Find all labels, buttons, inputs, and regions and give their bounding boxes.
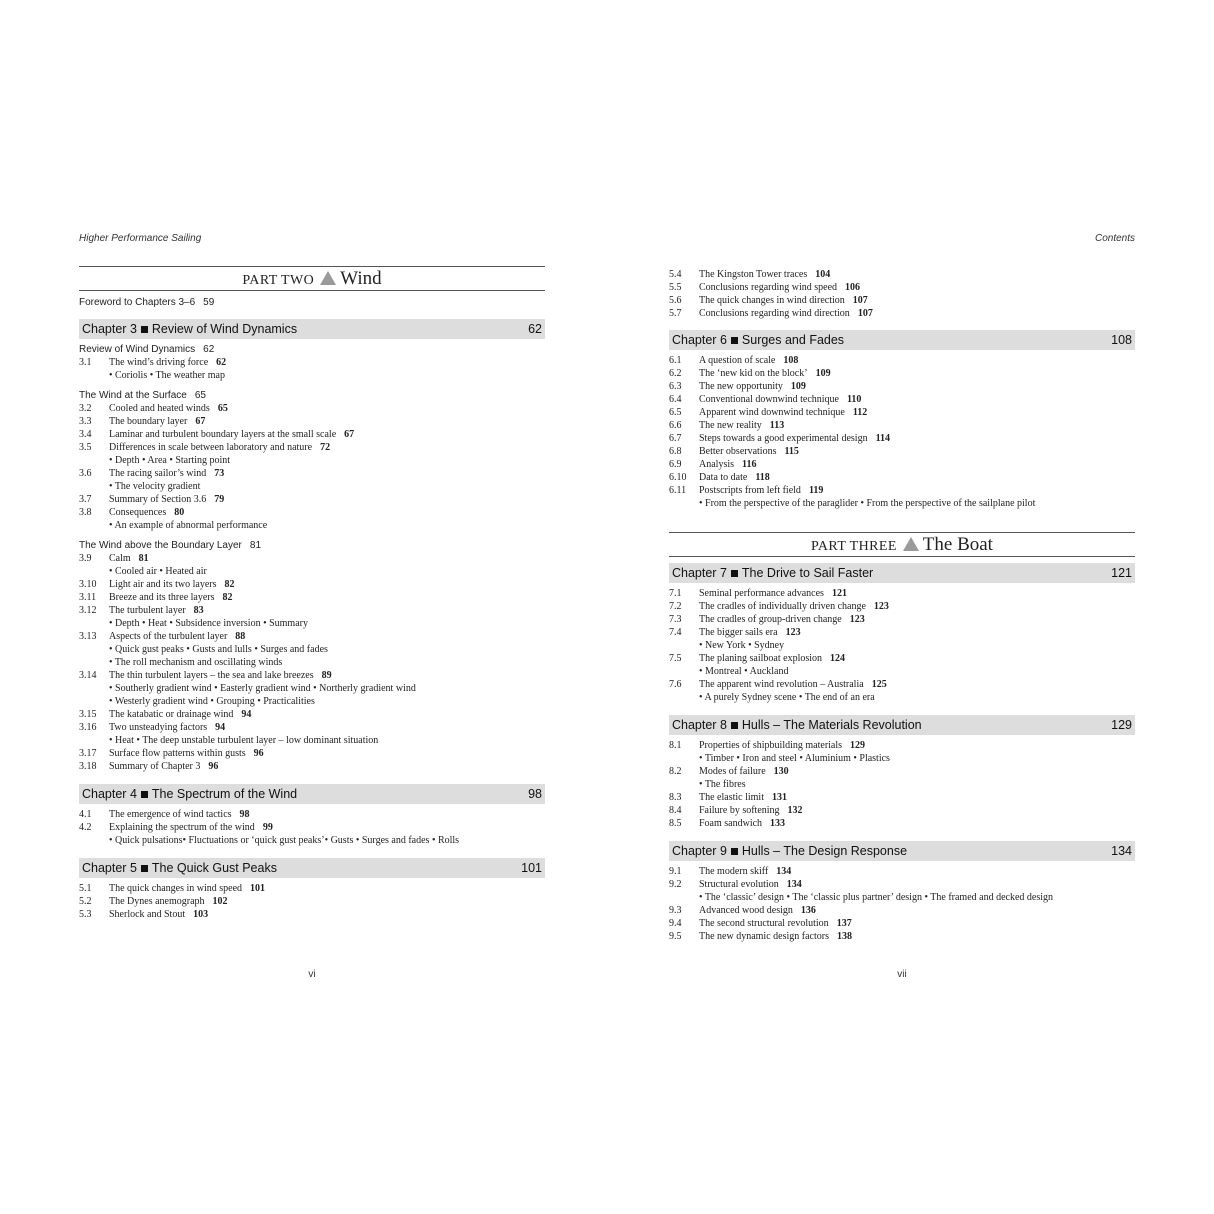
toc-subtopics: • From the perspective of the paraglider • From the perspective of the sailplane pilot xyxy=(699,498,1036,509)
chapter-page: 108 xyxy=(1111,333,1132,347)
group-heading[interactable]: The Wind at the Surface 65 xyxy=(79,390,206,401)
left-page xyxy=(79,228,545,988)
toc-subtopics: • The roll mechanism and oscillating winds xyxy=(109,657,283,668)
foreword-title: Foreword to Chapters 3–6 xyxy=(79,297,196,308)
toc-entry[interactable]: 9.1 The modern skiff 134 xyxy=(669,866,792,877)
chapter-page: 101 xyxy=(521,861,542,875)
toc-entry[interactable]: 5.7 Conclusions regarding wind direction 107 xyxy=(669,308,873,319)
toc-entry[interactable]: 6.1 A question of scale 108 xyxy=(669,355,799,366)
page-number-right: vii xyxy=(897,969,907,980)
toc-entry[interactable]: 3.9 Calm 81 xyxy=(79,553,149,564)
toc-entry[interactable]: 7.4 The bigger sails era 123 xyxy=(669,627,801,638)
running-head-left: Higher Performance Sailing xyxy=(79,233,202,244)
toc-entry[interactable]: 6.9 Analysis 116 xyxy=(669,459,757,470)
right-page-contents xyxy=(669,268,1135,943)
toc-entry[interactable]: 7.5 The planing sailboat explosion 124 xyxy=(669,653,846,664)
toc-entry[interactable]: 3.16 Two unsteadying factors 94 xyxy=(79,722,226,733)
chapter-7-heading[interactable] xyxy=(669,563,1135,583)
chapter-label: Chapter 4 xyxy=(82,787,137,801)
square-bullet-icon xyxy=(141,791,148,798)
toc-entry[interactable]: 7.6 The apparent wind revolution – Australia 125 xyxy=(669,679,887,690)
part-label: PART TWO xyxy=(242,273,315,288)
foreword-page: 59 xyxy=(203,297,215,308)
part-three-heading xyxy=(669,532,1135,557)
toc-entry[interactable]: 8.4 Failure by softening 132 xyxy=(669,805,803,816)
chapter-label: Chapter 6 xyxy=(672,333,727,347)
square-bullet-icon xyxy=(141,865,148,872)
toc-entry[interactable]: 6.6 The new reality 113 xyxy=(669,420,785,431)
toc-entry[interactable]: 6.3 The new opportunity 109 xyxy=(669,381,806,392)
toc-entry[interactable]: 3.8 Consequences 80 xyxy=(79,507,185,518)
toc-entry[interactable]: 6.7 Steps towards a good experimental design 114 xyxy=(669,433,891,444)
square-bullet-icon xyxy=(141,326,148,333)
chapter-6-heading[interactable] xyxy=(669,330,1135,350)
toc-entry[interactable]: 3.6 The racing sailor’s wind 73 xyxy=(79,468,225,479)
toc-entry[interactable]: 3.7 Summary of Section 3.6 79 xyxy=(79,494,225,505)
toc-subtopics: • Heat • The deep unstable turbulent layer – low dominant situation xyxy=(109,735,379,746)
chapter-page: 62 xyxy=(528,322,542,336)
page-number-left: vi xyxy=(308,969,316,980)
toc-entry[interactable]: 9.5 The new dynamic design factors 138 xyxy=(669,931,852,942)
chapter-label: Chapter 5 xyxy=(82,861,137,875)
toc-subtopics: • A purely Sydney scene • The end of an era xyxy=(699,692,875,703)
part-two-heading xyxy=(79,266,545,291)
toc-subtopics: • Timber • Iron and steel • Aluminium • Plastics xyxy=(699,753,890,764)
toc-entry[interactable]: 4.1 The emergence of wind tactics 98 xyxy=(79,809,250,820)
right-page xyxy=(669,228,1135,988)
toc-entry[interactable]: 3.5 Differences in scale between laboratory and nature 72 xyxy=(79,442,331,453)
square-bullet-icon xyxy=(731,337,738,344)
toc-entry[interactable]: 5.3 Sherlock and Stout 103 xyxy=(79,909,209,920)
toc-subtopics: • New York • Sydney xyxy=(699,640,785,651)
toc-subtopics: • Coriolis • The weather map xyxy=(109,370,225,381)
toc-entry[interactable]: 9.3 Advanced wood design 136 xyxy=(669,905,816,916)
square-bullet-icon xyxy=(731,722,738,729)
chapter-page: 121 xyxy=(1111,566,1132,580)
toc-subtopics: • Westerly gradient wind • Grouping • Practicalities xyxy=(109,696,315,707)
square-bullet-icon xyxy=(731,848,738,855)
toc-entry[interactable]: 7.3 The cradles of group-driven change 123 xyxy=(669,614,865,625)
toc-entry[interactable]: 9.2 Structural evolution 134 xyxy=(669,879,802,890)
toc-entry[interactable]: 8.5 Foam sandwich 133 xyxy=(669,818,786,829)
part-name: Wind xyxy=(340,268,382,289)
toc-subtopics: • Depth • Heat • Subsidence inversion • Summary xyxy=(109,618,308,629)
toc-subtopics: • An example of abnormal performance xyxy=(109,520,268,531)
toc-subtopics: • Montreal • Auckland xyxy=(699,666,789,677)
chapter-label: Chapter 3 xyxy=(82,322,137,336)
toc-entry[interactable]: 5.2 The Dynes anemograph 102 xyxy=(79,896,228,907)
chapter-5-heading[interactable] xyxy=(79,858,545,878)
toc-entry[interactable]: 3.18 Summary of Chapter 3 96 xyxy=(79,761,219,772)
toc-entry[interactable]: 6.5 Apparent wind downwind technique 112 xyxy=(669,407,868,418)
triangle-icon xyxy=(320,271,336,285)
toc-entry[interactable]: 8.1 Properties of shipbuilding materials 129 xyxy=(669,740,866,751)
left-page-contents xyxy=(79,266,545,921)
toc-subtopics: • The fibres xyxy=(699,779,746,790)
triangle-icon xyxy=(903,537,919,551)
toc-subtopics: • Cooled air • Heated air xyxy=(109,566,207,577)
toc-entry[interactable]: 3.13 Aspects of the turbulent layer 88 xyxy=(79,631,246,642)
toc-entry[interactable]: 5.1 The quick changes in wind speed 101 xyxy=(79,883,266,894)
toc-entry[interactable]: 5.4 The Kingston Tower traces 104 xyxy=(669,269,831,280)
toc-entry[interactable]: 3.10 Light air and its two layers 82 xyxy=(79,579,235,590)
toc-entry[interactable]: 8.3 The elastic limit 131 xyxy=(669,792,787,803)
chapter-title: Review of Wind Dynamics xyxy=(151,322,298,336)
toc-entry[interactable]: 7.1 Seminal performance advances 121 xyxy=(669,588,847,599)
chapter-title: The Spectrum of the Wind xyxy=(151,787,298,801)
toc-entry[interactable]: 3.15 The katabatic or drainage wind 94 xyxy=(79,709,252,720)
part-label: PART THREE xyxy=(811,539,897,554)
chapter-title: Hulls – The Design Response xyxy=(741,844,908,858)
toc-subtopics: • The ‘classic’ design • The ‘classic plus partner’ design • The framed and decked design xyxy=(699,892,1053,903)
toc-entry[interactable]: 3.2 Cooled and heated winds 65 xyxy=(79,403,228,414)
chapter-label: Chapter 7 xyxy=(672,566,727,580)
toc-entry[interactable]: 3.4 Laminar and turbulent boundary layers at the small scale 67 xyxy=(79,429,355,440)
toc-entry[interactable]: 5.5 Conclusions regarding wind speed 106 xyxy=(669,282,861,293)
toc-entry[interactable]: 3.17 Surface flow patterns within gusts 96 xyxy=(79,748,264,759)
toc-entry-foreword[interactable] xyxy=(79,296,545,310)
toc-entry[interactable]: 5.6 The quick changes in wind direction 107 xyxy=(669,295,868,306)
toc-entry[interactable]: 8.2 Modes of failure 130 xyxy=(669,766,789,777)
chapter-4-heading[interactable] xyxy=(79,784,545,804)
part-name: The Boat xyxy=(922,534,993,555)
chapter-8-heading[interactable] xyxy=(669,715,1135,735)
chapter-9-heading[interactable] xyxy=(669,841,1135,861)
group-heading[interactable]: The Wind above the Boundary Layer 81 xyxy=(79,540,262,551)
square-bullet-icon xyxy=(731,570,738,577)
chapter-label: Chapter 9 xyxy=(672,844,727,858)
chapter-title: The Quick Gust Peaks xyxy=(151,861,277,875)
toc-subtopics: • The velocity gradient xyxy=(109,481,201,492)
group-heading[interactable]: Review of Wind Dynamics 62 xyxy=(79,344,215,355)
toc-entry[interactable]: 6.8 Better observations 115 xyxy=(669,446,799,457)
toc-entry[interactable]: 6.11 Postscripts from left field 119 xyxy=(669,485,824,496)
toc-entry[interactable]: 3.12 The turbulent layer 83 xyxy=(79,605,204,616)
chapter-page: 98 xyxy=(528,787,542,801)
chapter-page: 129 xyxy=(1111,718,1132,732)
toc-entry[interactable]: 9.4 The second structural revolution 137 xyxy=(669,918,852,929)
toc-subtopics: • Depth • Area • Starting point xyxy=(109,455,231,466)
chapter-page: 134 xyxy=(1111,844,1132,858)
chapter-title: Surges and Fades xyxy=(741,333,845,347)
toc-entry[interactable]: 3.3 The boundary layer 67 xyxy=(79,416,206,427)
toc-entry[interactable]: 6.4 Conventional downwind technique 110 xyxy=(669,394,862,405)
toc-entry[interactable]: 4.2 Explaining the spectrum of the wind 99 xyxy=(79,822,273,833)
toc-entry[interactable]: 7.2 The cradles of individually driven change 123 xyxy=(669,601,889,612)
toc-entry[interactable]: 6.10 Data to date 118 xyxy=(669,472,770,483)
chapter-label: Chapter 8 xyxy=(672,718,727,732)
toc-subtopics: • Southerly gradient wind • Easterly gradient wind • Northerly gradient wind xyxy=(109,683,416,694)
toc-subtopics: • Quick gust peaks • Gusts and lulls • Surges and fades xyxy=(109,644,328,655)
chapter-title: Hulls – The Materials Revolution xyxy=(741,718,922,732)
chapter-3-heading[interactable] xyxy=(79,319,545,339)
running-head-right: Contents xyxy=(1094,233,1135,244)
toc-subtopics: • Quick pulsations• Fluctuations or ‘quick gust peaks’• Gusts • Surges and fades • Rolls xyxy=(109,835,460,846)
toc-entry[interactable]: 3.11 Breeze and its three layers 82 xyxy=(79,592,233,603)
toc-entry[interactable]: 3.1 The wind’s driving force 62 xyxy=(79,357,227,368)
chapter-title: The Drive to Sail Faster xyxy=(741,566,874,580)
toc-entry[interactable]: 6.2 The ‘new kid on the block’ 109 xyxy=(669,368,831,379)
toc-entry[interactable]: 3.14 The thin turbulent layers – the sea and lake breezes 89 xyxy=(79,670,332,681)
